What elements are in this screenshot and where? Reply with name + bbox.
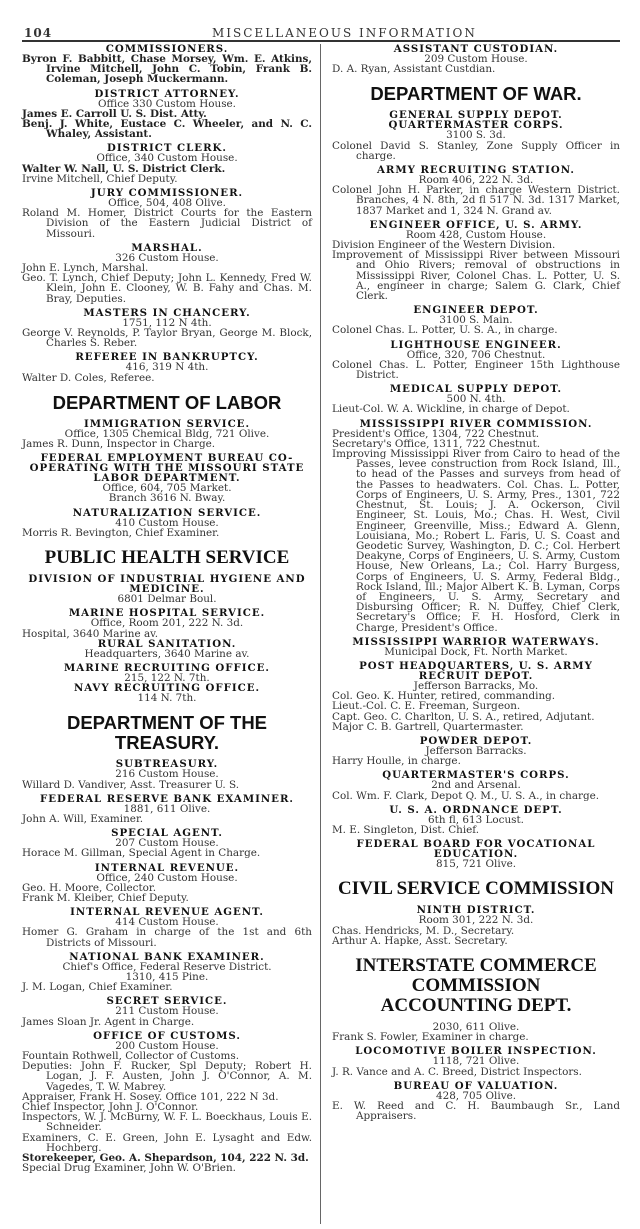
- section-heading: LOCOMOTIVE BOILER INSPECTION.: [355, 1045, 597, 1058]
- entry-line: Benj. J. White, Eustace C. Wheeler, and N. C. Whaley, Assistant.: [22, 118, 312, 141]
- section-address: 1310, 415 Pine.: [125, 970, 209, 983]
- section-address: 114 N. 7th.: [137, 692, 197, 705]
- section-address: Room 428, Custom House.: [405, 228, 547, 241]
- section-heading: MEDICAL SUPPLY DEPOT.: [389, 383, 563, 396]
- entry-line: Irvine Mitchell, Chief Deputy.: [22, 172, 178, 185]
- entry-line: Improving Mississippi River from Cairo to head of the Passes, levee construction from Rock Island, Ill., to head of the Passes and surveys from head of the Passes to headwaters. Col. Chas. L. Potter, Corps of Engineers, U. S. Army, Pres., 1301, 722 Chestnut, St. Louis; J. A. Ockerson, Civil Engineer, St. Louis, Mo.; Chas. H. West, Civil Engineer, Greenville, Miss.; Edward A. Glenn, Louisiana, Mo.; Robert L. Faris, U. S. Coast and Geodetic Survey, Washington, D. C.; Col. Herbert Deakyne, Corps of Engineers, U. S. Army, Custom House, New Orleans, La.; Col. Harry Burgess, Corps of Engineers, U. S. Army, Federal Bldg., Rock Island, Ill.; Major Albert K. B. Lyman, Corps of Engineers, U. S. Army, Secretary and Disbursing Officer; R. N. Duffey, Chief Clerk, Secretary's Office; F. H. Hosford, Clerk in Charge, President's Office.: [332, 448, 620, 634]
- section-heading: FEDERAL BOARD FOR VOCATIONAL EDUCATION.: [356, 838, 596, 861]
- entry-line: Secretary's Office, 1311, 722 Chestnut.: [332, 437, 541, 450]
- section-address: 1881, 611 Olive.: [123, 802, 211, 815]
- section-heading: ASSISTANT CUSTODIAN.: [393, 43, 559, 55]
- entry-line: Hospital, 3640 Marine av.: [22, 627, 159, 640]
- entry-line: Colonel Chas. L. Potter, Engineer 15th Lighthouse District.: [332, 358, 620, 382]
- entry-line: J. R. Vance and A. C. Breed, District Inspectors.: [332, 1065, 582, 1078]
- section-address: 500 N. 4th.: [446, 393, 506, 406]
- section-heading: NINTH DISTRICT.: [416, 904, 536, 917]
- entry-line: Storekeeper, Geo. A. Shepardson, 104, 222 N. 3d.: [22, 1152, 309, 1164]
- section-heading: DISTRICT ATTORNEY.: [94, 87, 240, 100]
- entry-line: Geo. H. Moore, Collector.: [22, 881, 157, 894]
- entry-line: Willard D. Vandiver, Asst. Treasurer U. S.: [22, 778, 240, 791]
- section-engineer-depot: [332, 305, 620, 335]
- department-title-treasury: DEPARTMENT OF THE TREASURY.: [66, 712, 268, 754]
- page-header: [22, 22, 620, 38]
- section-district-attorney: [22, 89, 312, 140]
- entry-line: President's Office, 1304, 722 Chestnut.: [332, 427, 540, 440]
- section-post-headquarters: [332, 661, 620, 732]
- section-district-clerk: [22, 143, 312, 184]
- section-address: 207 Custom House.: [115, 837, 219, 850]
- department-title-war: DEPARTMENT OF WAR.: [370, 83, 582, 105]
- section-heading: REFEREE IN BANKRUPTCY.: [75, 351, 259, 364]
- section-address: 410 Custom House.: [115, 516, 219, 529]
- entry-line: Frank M. Kleiber, Chief Deputy.: [22, 891, 189, 904]
- entry-line: Horace M. Gillman, Special Agent in Charge.: [22, 847, 261, 860]
- section-heading: QUARTERMASTER'S CORPS.: [382, 769, 570, 782]
- entry-line: Chas. Hendricks, M. D., Secretary.: [332, 924, 515, 937]
- section-address: 200 Custom House.: [115, 1039, 219, 1052]
- section-heading: MASTERS IN CHANCERY.: [83, 306, 251, 319]
- entry-line: Colonel David S. Stanley, Zone Supply Officer in charge.: [332, 139, 620, 162]
- page-number: 104: [24, 26, 53, 40]
- right-column: [332, 44, 620, 1125]
- section-heading: RURAL SANITATION.: [97, 637, 237, 650]
- entry-line: Major C. B. Gartrell, Quartermaster.: [332, 720, 524, 733]
- entry-line: Col. Geo. K. Hunter, retired, commanding.: [332, 690, 556, 703]
- section-federal-reserve-examiner: [22, 794, 312, 824]
- entry-line: Colonel Chas. L. Potter, U. S. A., in charge.: [332, 324, 558, 337]
- section-address: Office, 340 Custom House.: [96, 152, 238, 165]
- section-address: 216 Custom House.: [115, 768, 219, 781]
- entry-line: Arthur A. Hapke, Asst. Secretary.: [332, 934, 508, 947]
- section-masters-in-chancery: [22, 308, 312, 349]
- section-subtreasury: [22, 759, 312, 789]
- department-title-civil-service: CIVIL SERVICE COMMISSION: [338, 878, 614, 900]
- section-commissioners: [22, 44, 312, 85]
- section-heading: U. S. A. ORDNANCE DEPT.: [389, 803, 563, 816]
- section-address: Office, 1305 Chemical Bldg, 721 Olive.: [64, 427, 270, 440]
- section-heading: SECRET SERVICE.: [106, 995, 228, 1008]
- entry-line: Fountain Rothwell, Collector of Customs.: [22, 1049, 240, 1062]
- entry-line: Walter W. Nall, U. S. District Clerk.: [22, 162, 226, 175]
- section-marine-hospital: [22, 608, 312, 638]
- section-vocational-education: [332, 839, 620, 869]
- section-address: 815, 721 Olive.: [435, 858, 517, 871]
- section-address: Office, 240 Custom House.: [96, 871, 238, 884]
- section-army-recruiting: [332, 165, 620, 216]
- section-ninth-district: [332, 905, 620, 946]
- section-bureau-of-valuation: [332, 1081, 620, 1122]
- section-address: Room 406, 222 N. 3d.: [418, 174, 534, 187]
- section-address: 416, 319 N 4th.: [125, 361, 209, 374]
- section-powder-depot: [332, 736, 620, 766]
- section-jury-commissioner: [22, 188, 312, 239]
- section-heading: ENGINEER DEPOT.: [413, 304, 539, 317]
- entry-line: George V. Reynolds, P. Taylor Bryan, George M. Block, Charles S. Reber.: [22, 327, 312, 350]
- section-office-of-customs: [22, 1031, 312, 1174]
- section-address: Office, 320, 706 Chestnut.: [406, 348, 546, 361]
- entry-line: E. W. Reed and C. H. Baumbaugh Sr., Land Appraisers.: [332, 1100, 620, 1123]
- entry-line: Geo. T. Lynch, Chief Deputy; John L. Kennedy, Fred W. Klein, John E. Clooney, W. B. Fahy and Chas. M. Bray, Deputies.: [22, 272, 312, 305]
- section-medical-supply-depot: [332, 384, 620, 414]
- section-marshal: [22, 243, 312, 304]
- section-heading: POWDER DEPOT.: [419, 734, 533, 747]
- section-address: 414 Custom House.: [115, 916, 219, 929]
- section-address: Jefferson Barracks, Mo.: [413, 679, 539, 692]
- entry-line: Improvement of Mississippi River between Missouri and Ohio Rivers; removal of obstructions in Mississippi River, Colonel Chas. L. Potter, U. S. A., engineer in charge; Salem G. Clark, Chief Clerk.: [332, 249, 620, 303]
- entry-line: James R. Dunn, Inspector in Charge.: [22, 438, 216, 451]
- section-heading: DIVISION OF INDUSTRIAL HYGIENE AND MEDICINE.: [28, 573, 306, 596]
- entry-line: Homer G. Graham in charge of the 1st and 6th Districts of Missouri.: [22, 926, 312, 949]
- section-general-supply-depot: [332, 110, 620, 161]
- section-locomotive-boiler: [332, 1046, 620, 1076]
- section-heading: COMMISSIONERS.: [105, 43, 229, 55]
- section-lighthouse-engineer: [332, 340, 620, 381]
- section-address: 3100 S. 3d.: [446, 129, 506, 142]
- section-address: 215, 122 N. 7th.: [124, 671, 210, 684]
- section-heading: MARSHAL.: [131, 241, 203, 254]
- section-address: Chief's Office, Federal Reserve District.: [62, 960, 272, 973]
- section-address: Office, Room 201, 222 N. 3d.: [90, 617, 244, 630]
- section-address: 211 Custom House.: [115, 1005, 219, 1018]
- section-address: 428, 705 Olive.: [435, 1089, 517, 1102]
- section-rural-sanitation: [22, 639, 312, 659]
- section-quartermasters-corps: [332, 770, 620, 800]
- section-heading: MISSISSIPPI RIVER COMMISSION.: [359, 417, 593, 430]
- section-heading: NATIONAL BANK EXAMINER.: [69, 950, 265, 963]
- section-heading: DISTRICT CLERK.: [107, 142, 227, 155]
- entry-line: Morris R. Bevington, Chief Examiner.: [22, 526, 220, 539]
- section-referee-in-bankruptcy: [22, 352, 312, 382]
- section-secret-service: [22, 996, 312, 1026]
- section-heading: POST HEADQUARTERS, U. S. ARMY RECRUIT DEPOT.: [359, 659, 593, 682]
- section-address: 326 Custom House.: [115, 251, 219, 264]
- entry-line: M. E. Singleton, Dist. Chief.: [332, 823, 480, 836]
- section-heading: MARINE RECRUITING OFFICE.: [64, 661, 270, 674]
- section-address: 3100 S. Main.: [439, 314, 513, 327]
- section-address: 2nd and Arsenal.: [431, 779, 521, 792]
- section-address: 6801 Delmar Boul.: [117, 593, 217, 606]
- section-address: Office, 604, 705 Market.: [102, 482, 232, 495]
- column-divider: [320, 44, 321, 1224]
- section-employment-bureau: [22, 453, 312, 503]
- entry-line: Lieut-Col. W. A. Wickline, in charge of Depot.: [332, 403, 570, 416]
- entry-line: Chief Inspector, John J. O'Connor.: [22, 1100, 199, 1113]
- section-special-agent: [22, 828, 312, 858]
- section-heading: GENERAL SUPPLY DEPOT. QUARTERMASTER CORPS.: [388, 109, 564, 132]
- entry-line: Colonel John H. Parker, in charge Western District. Branches, 4 N. 8th, 2d fl 517 N. 3d. 1317 Market, 1837 Market and 1, 324 N. Grand av.: [332, 184, 620, 217]
- section-heading: LIGHTHOUSE ENGINEER.: [390, 338, 562, 351]
- section-heading: FEDERAL RESERVE BANK EXAMINER.: [40, 792, 294, 805]
- entry-line: Deputies: John F. Rucker, Spl Deputy; Robert H. Logan, J. F. Austen, John J. O'Connor, A. M. Vagedes, T. W. Mabrey.: [22, 1060, 312, 1093]
- section-heading: INTERNAL REVENUE AGENT.: [70, 906, 264, 919]
- section-heading: SUBTREASURY.: [115, 758, 219, 771]
- entry-line: James Sloan Jr. Agent in Charge.: [22, 1015, 195, 1028]
- header-rule: [22, 40, 620, 42]
- running-head: MISCELLANEOUS INFORMATION: [212, 26, 477, 40]
- section-heading: FEDERAL EMPLOYMENT BUREAU CO-OPERATING WITH THE MISSOURI STATE LABOR DEPARTMENT.: [29, 452, 305, 485]
- section-marine-recruiting: [22, 663, 312, 683]
- section-internal-revenue: [22, 863, 312, 904]
- department-title-interstate-commerce: INTERSTATE COMMERCE COMMISSION ACCOUNTING DEPT.: [355, 954, 597, 1016]
- entry-line: Roland M. Homer, District Courts for the Eastern Division of the Eastern Judicial District of Missouri.: [22, 207, 312, 240]
- section-naturalization-service: [22, 508, 312, 538]
- section-heading: MISSISSIPPI WARRIOR WATERWAYS.: [352, 635, 600, 648]
- entry-line: Lieut.-Col. C. E. Freeman, Surgeon.: [332, 700, 521, 713]
- entry-line: Appraiser, Frank H. Sosey. Office 101, 222 N 3d.: [22, 1090, 279, 1103]
- entry-line: James E. Carroll U. S. Dist. Atty.: [22, 107, 207, 120]
- department-title-labor: DEPARTMENT OF LABOR: [52, 391, 282, 413]
- entry-line: Walter D. Coles, Referee.: [22, 371, 155, 384]
- entry-line: Inspectors, W. J. McBurny, W. F. L. Boeckhaus, Louis E. Schneider.: [22, 1111, 312, 1134]
- department-title-public-health: PUBLIC HEALTH SERVICE: [44, 547, 290, 569]
- section-address: 6th fl, 613 Locust.: [428, 813, 524, 826]
- section-address: Municipal Dock, Ft. North Market.: [384, 645, 568, 658]
- entry-line: Examiners, C. E. Green, John E. Lysaght and Edw. Hochberg.: [22, 1131, 312, 1154]
- entry-line: Harry Houlle, in charge.: [332, 755, 461, 768]
- section-ordnance-dept: [332, 805, 620, 835]
- section-address: Headquarters, 3640 Marine av.: [84, 647, 250, 660]
- section-address: Branch 3616 N. Bway.: [108, 492, 226, 505]
- section-heading: ENGINEER OFFICE, U. S. ARMY.: [369, 218, 583, 231]
- entry-line: J. M. Logan, Chief Examiner.: [22, 981, 173, 994]
- section-heading: BUREAU OF VALUATION.: [393, 1079, 559, 1092]
- section-industrial-hygiene: [22, 574, 312, 604]
- section-heading: NAVY RECRUITING OFFICE.: [73, 682, 261, 695]
- entry-line: John E. Lynch, Marshal.: [22, 262, 149, 275]
- section-address: Jefferson Barracks.: [425, 744, 527, 757]
- section-address: 1118, 721 Olive.: [432, 1055, 520, 1068]
- section-address: Office 330 Custom House.: [98, 97, 236, 110]
- section-navy-recruiting: [22, 683, 312, 703]
- section-heading: JURY COMMISSIONER.: [90, 187, 244, 200]
- entry-line: John A. Will, Examiner.: [22, 812, 144, 825]
- entry-line: D. A. Ryan, Assistant Custdian.: [332, 63, 496, 76]
- section-address: 209 Custom House.: [424, 53, 528, 65]
- section-heading: ARMY RECRUITING STATION.: [377, 164, 575, 177]
- entry-line: Special Drug Examiner, John W. O'Brien.: [22, 1162, 236, 1175]
- section-heading: OFFICE OF CUSTOMS.: [93, 1029, 241, 1042]
- entry-line: Frank S. Fowler, Examiner in charge.: [332, 1031, 529, 1044]
- section-heading: SPECIAL AGENT.: [111, 827, 223, 840]
- section-heading: MARINE HOSPITAL SERVICE.: [68, 607, 266, 620]
- entry-line: Capt. Geo. C. Charlton, U. S. A., retired, Adjutant.: [332, 710, 595, 723]
- section-assistant-custodian: [332, 44, 620, 74]
- section-heading: INTERNAL REVENUE.: [94, 861, 240, 874]
- section-immigration-service: [22, 419, 312, 449]
- section-interstate-commerce: [332, 1022, 620, 1042]
- section-address: Office, 504, 408 Olive.: [108, 197, 226, 210]
- section-address: 1751, 112 N 4th.: [122, 316, 212, 329]
- section-address: 2030, 611 Olive.: [432, 1020, 520, 1033]
- section-heading: NATURALIZATION SERVICE.: [72, 506, 262, 519]
- entry-line: Col. Wm. F. Clark, Depot Q. M., U. S. A., in charge.: [332, 789, 600, 802]
- section-internal-revenue-agent: [22, 907, 312, 948]
- section-heading: IMMIGRATION SERVICE.: [84, 417, 250, 430]
- section-address: Room 301, 222 N. 3d.: [418, 914, 534, 927]
- section-national-bank-examiner: [22, 952, 312, 993]
- section-mississippi-river-commission: [332, 419, 620, 633]
- entry-line: Division Engineer of the Western Division.: [332, 239, 556, 252]
- section-engineer-office: [332, 220, 620, 301]
- section-warrior-waterways: [332, 637, 620, 657]
- entry-line: Byron F. Babbitt, Chase Morsey, Wm. E. Atkins, Irvine Mitchell, John C. Tobin, Frank B. Coleman, Joseph Muckermann.: [22, 53, 312, 86]
- left-column: [22, 44, 312, 1177]
